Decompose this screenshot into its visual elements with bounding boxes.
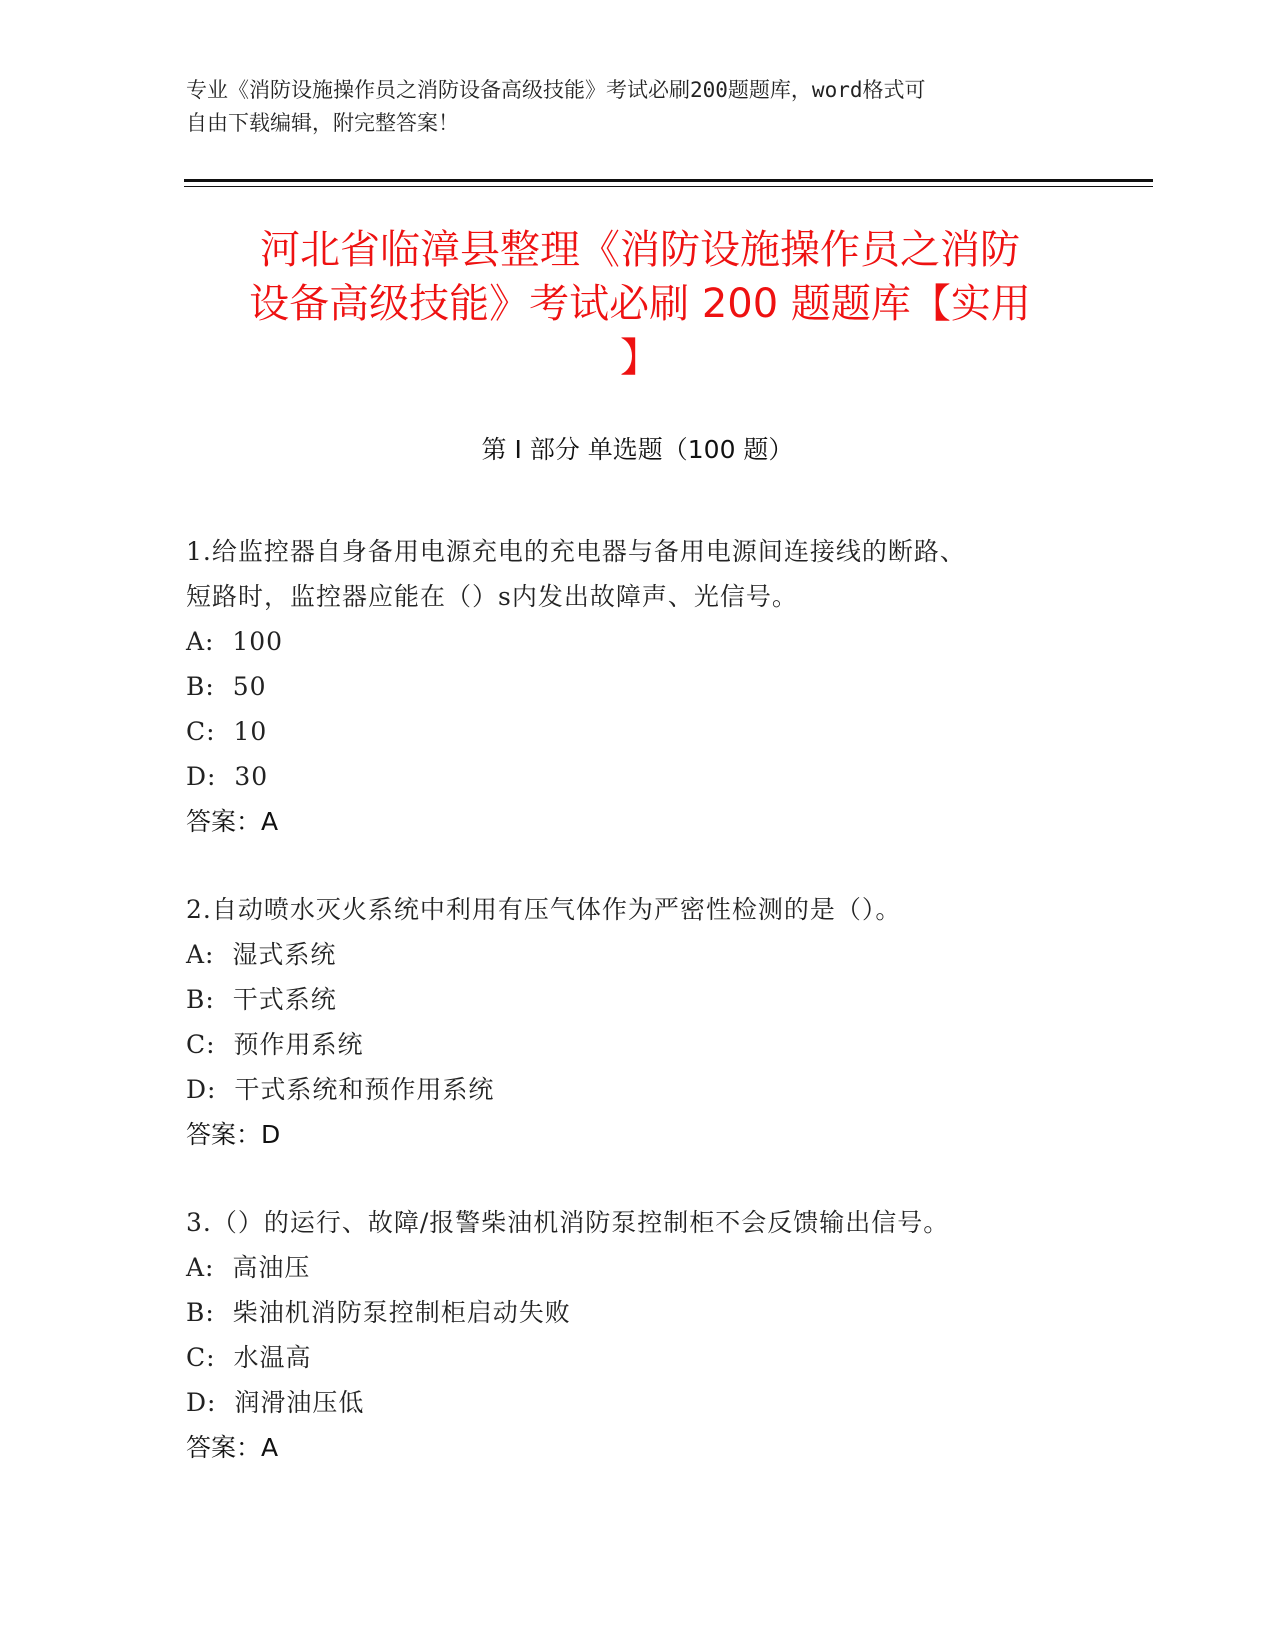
question-2 xyxy=(186,887,1086,1157)
option-b: B: 50 xyxy=(186,672,267,701)
header-divider-thin xyxy=(184,186,1153,187)
option-d: D: 30 xyxy=(186,762,269,791)
document-title-line-3: 】 xyxy=(620,335,660,381)
option-d: D: 润滑油压低 xyxy=(186,1388,365,1417)
section-heading: 第 I 部分 单选题（100 题） xyxy=(481,435,794,464)
answer: 答案：A xyxy=(186,1433,279,1462)
document-title-line-2: 设备高级技能》考试必刷 200 题题库【实用 xyxy=(249,281,1031,327)
header-note xyxy=(186,74,1066,140)
option-a: A: 湿式系统 xyxy=(186,940,337,969)
option-a: A: 100 xyxy=(186,627,284,656)
document-title xyxy=(190,223,1090,385)
question-3 xyxy=(186,1200,1086,1470)
option-c: C: 预作用系统 xyxy=(186,1030,364,1059)
option-b: B: 干式系统 xyxy=(186,985,337,1014)
question-list xyxy=(186,529,1086,1513)
option-b: B: 柴油机消防泵控制柜启动失败 xyxy=(186,1298,571,1327)
header-note-line-2: 自由下载编辑，附完整答案！ xyxy=(186,111,459,135)
option-c: C: 10 xyxy=(186,717,268,746)
answer: 答案：D xyxy=(186,1120,281,1149)
answer: 答案：A xyxy=(186,807,279,836)
header-note-line-1: 专业《消防设施操作员之消防设备高级技能》考试必刷200题题库，word格式可 xyxy=(186,78,926,102)
option-a: A: 高油压 xyxy=(186,1253,311,1282)
option-d: D: 干式系统和预作用系统 xyxy=(186,1075,495,1104)
document-title-line-1: 河北省临漳县整理《消防设施操作员之消防 xyxy=(260,227,1020,273)
question-stem: 1.给监控器自身备用电源充电的充电器与备用电源间连接线的断路、 xyxy=(186,537,966,566)
question-1 xyxy=(186,529,1086,844)
question-stem-continued: 短路时，监控器应能在（）s内发出故障声、光信号。 xyxy=(186,582,798,611)
question-stem: 2.自动喷水灭火系统中利用有压气体作为严密性检测的是（）。 xyxy=(186,895,902,924)
header-divider-thick xyxy=(184,179,1153,182)
question-stem: 3.（）的运行、故障/报警柴油机消防泵控制柜不会反馈输出信号。 xyxy=(186,1208,950,1237)
option-c: C: 水温高 xyxy=(186,1343,312,1372)
